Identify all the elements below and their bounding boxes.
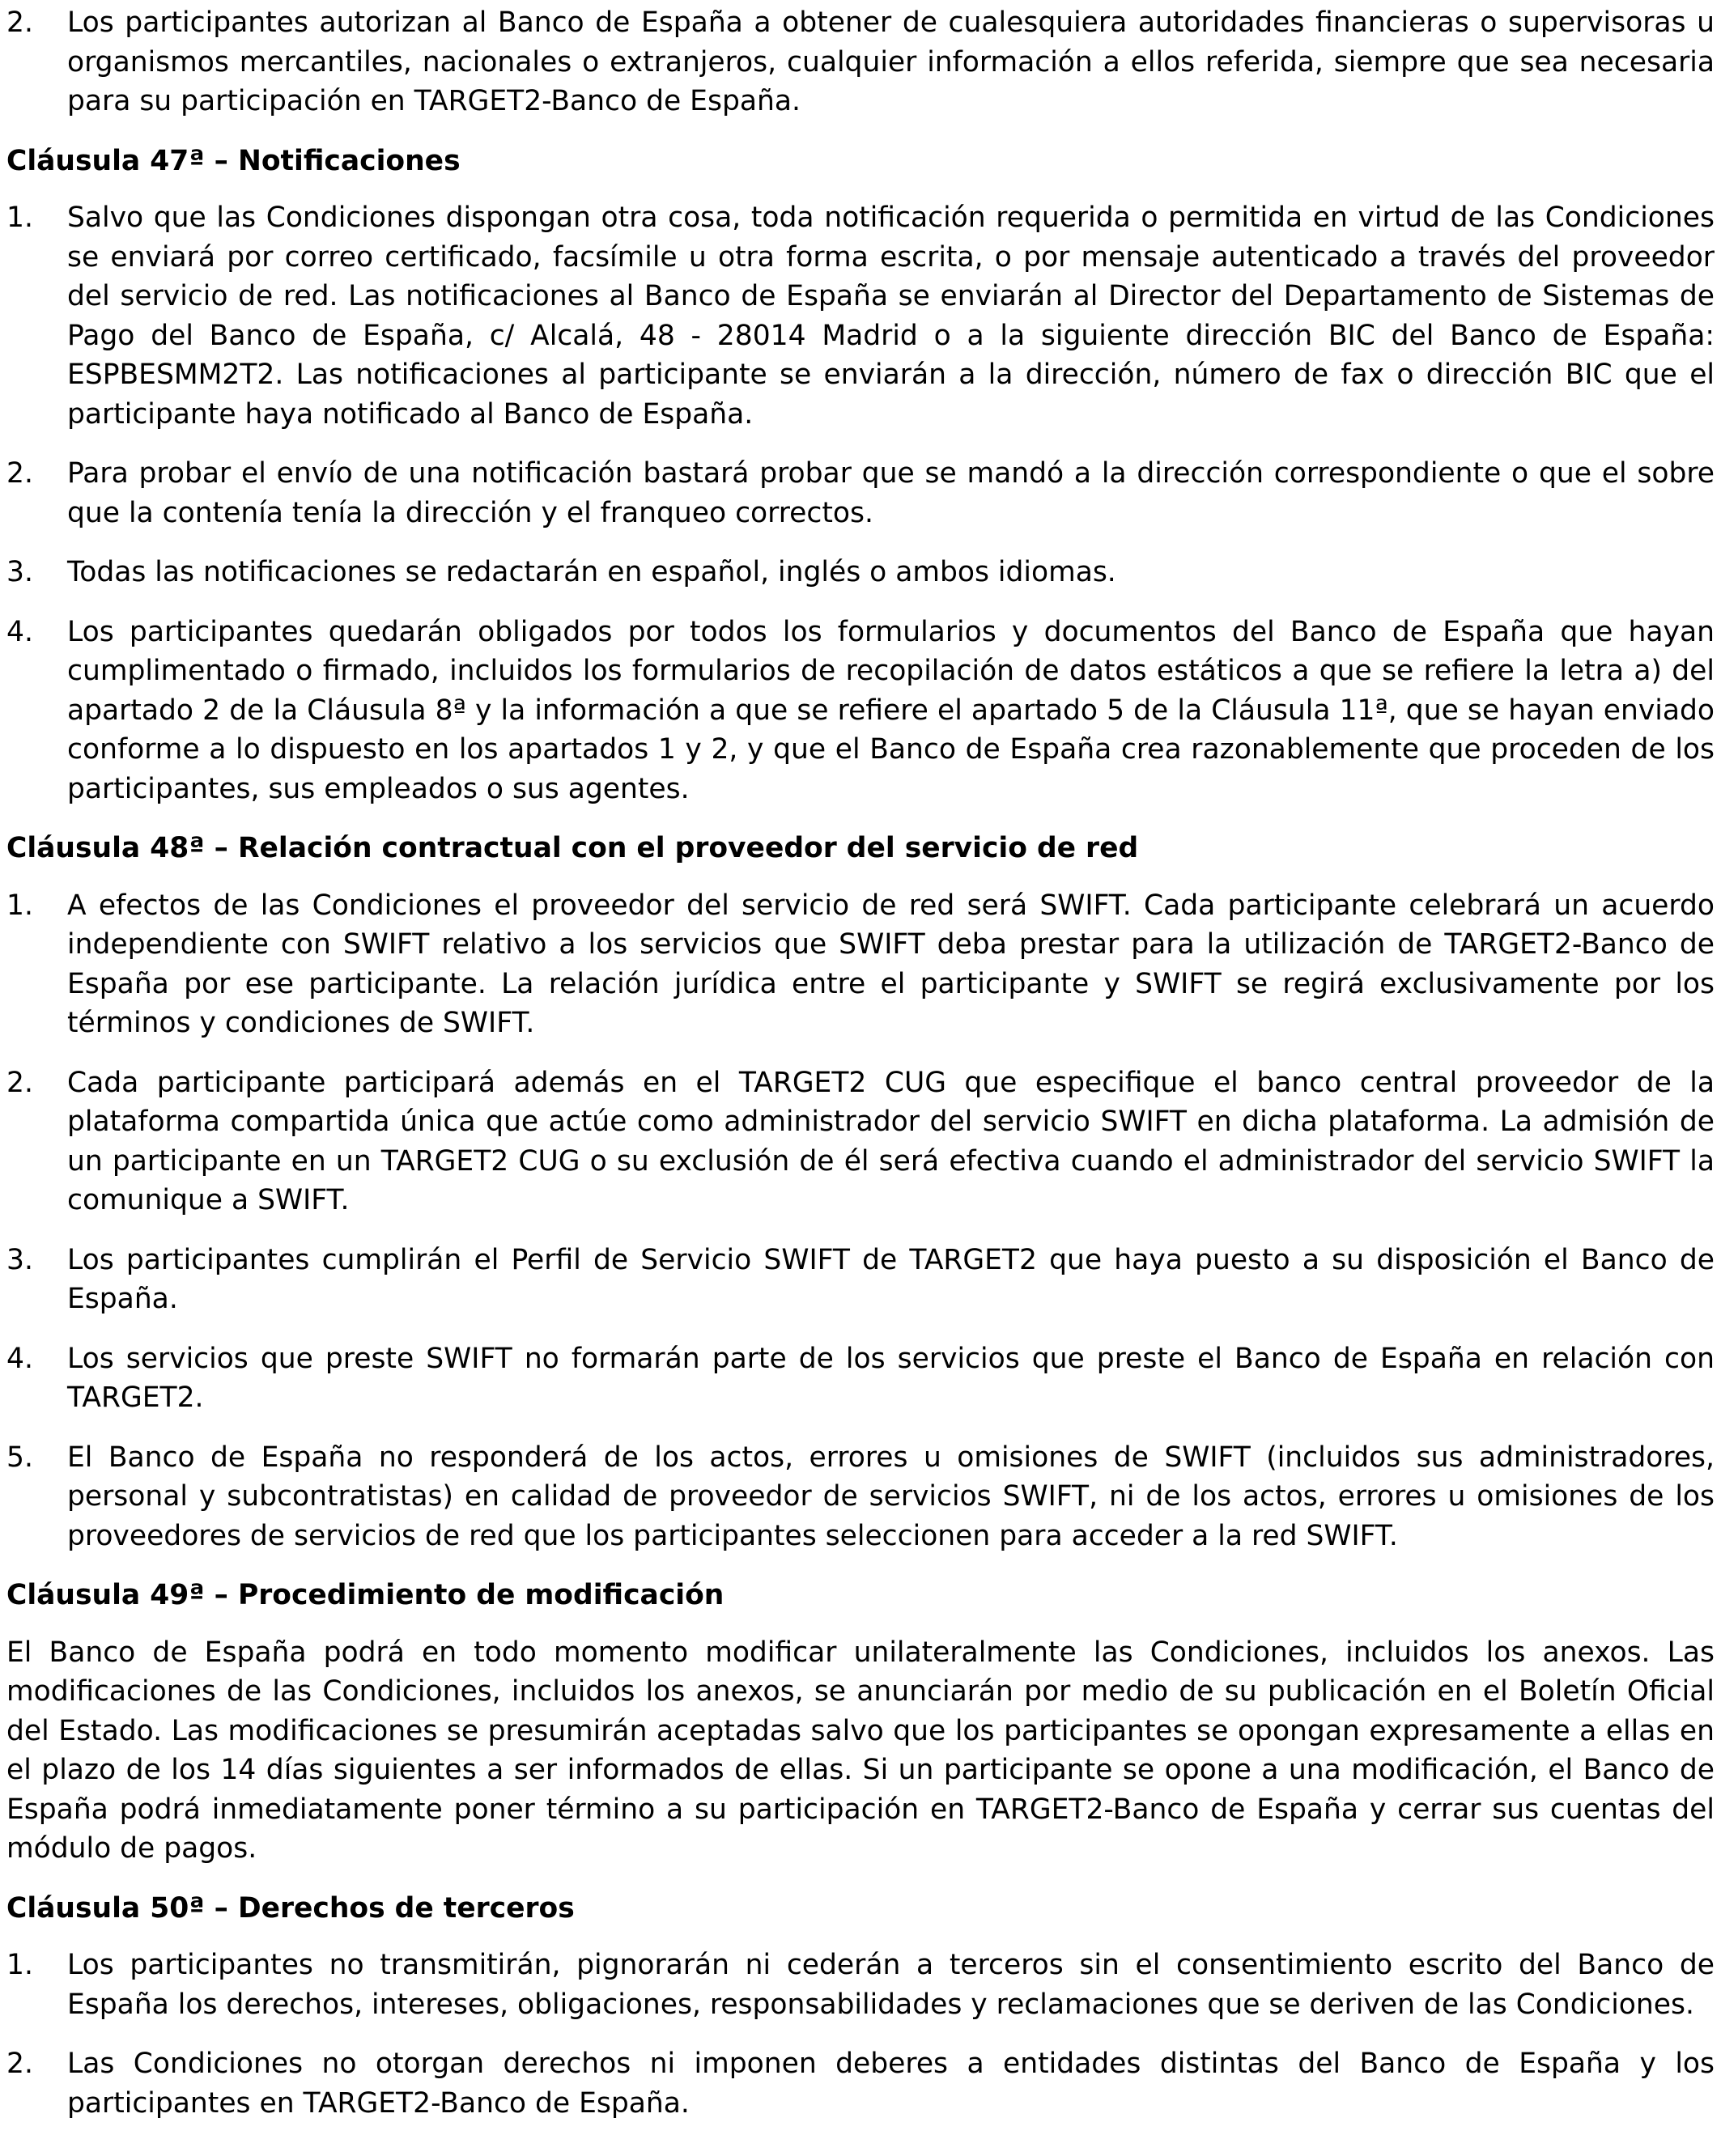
item-number: 4. — [6, 615, 33, 648]
item-text: Las Condiciones no otorgan derechos ni imponen deberes a entidades distintas del Banco de España y los participantes en TARGET2-Banco de España. — [67, 2048, 1715, 2120]
item-number: 3. — [6, 1243, 33, 1276]
list-item — [6, 3, 1715, 121]
item-number: 5. — [6, 1441, 33, 1474]
item-text: Los participantes no transmitirán, pignorarán ni cederán a terceros sin el consentimiento escrito del Banco de España los derechos, intereses, obligaciones, responsabilidades y reclamaciones que se deriven de las Condiciones. — [67, 1949, 1715, 2021]
list-item — [6, 613, 1715, 809]
item-text: Todas las notificaciones se redactarán en español, inglés o ambos idiomas. — [67, 556, 1116, 588]
item-text: Salvo que las Condiciones dispongan otra cosa, toda notificación requerida o permitida en virtud de las Condiciones se enviará por correo certificado, facsímile u otra forma escrita, o por mensaje autenticado a través del proveedor del servicio de red. Las notificaciones al Banco de España se enviarán al Director del Departamento de Sistemas de Pago del Banco de España, c/ Alcalá, 48 - 28014 Madrid o a la siguiente dirección BIC del Banco de España: ESPBESMM2T2. Las notificaciones al participante se enviarán a la dirección, número de fax o dirección BIC que el participante haya notificado al Banco de España. — [67, 202, 1715, 431]
list-item — [6, 1241, 1715, 1319]
clause-47-heading: Cláusula 47ª – Notificaciones — [6, 144, 461, 177]
item-text: Los participantes cumplirán el Perfil de Servicio SWIFT de TARGET2 que haya puesto a su disposición el Banco de España. — [67, 1243, 1715, 1315]
item-number: 2. — [6, 457, 33, 490]
item-number: 4. — [6, 1342, 33, 1375]
item-text: Cada participante participará además en el TARGET2 CUG que especifique el banco central proveedor de la plataforma compartida única que actúe como administrador del servicio SWIFT en dicha plataforma. La admisión de un participante en un TARGET2 CUG o su exclusión de él será efectiva cuando el administrador del servicio SWIFT la comunique a SWIFT. — [67, 1066, 1715, 1216]
clause-49-paragraph: El Banco de España podrá en todo momento modificar unilateralmente las Condiciones, incluidos los anexos. Las modificaciones de las Condiciones, incluidos los anexos, se anunciarán por medio de su publicación en el Boletín Oficial del Estado. Las modificaciones se presumirán aceptadas salvo que los participantes se opongan expresamente a ellas en el plazo de los 14 días siguientes a ser informados de ellas. Si un participante se opone a una modificación, el Banco de España podrá inmediatamente poner término a su participación en TARGET2-Banco de España y cerrar sus cuentas del módulo de pagos. — [6, 1636, 1715, 1865]
item-number: 1. — [6, 202, 33, 234]
item-text: A efectos de las Condiciones el proveedor del servicio de red será SWIFT. Cada participante celebrará un acuerdo independiente con SWIFT relativo a los servicios que SWIFT deba prestar para la utilización de TARGET2-Banco de España por ese participante. La relación jurídica entre el participante y SWIFT se regirá exclusivamente por los términos y condiciones de SWIFT. — [67, 889, 1715, 1039]
list-item — [6, 454, 1715, 533]
clause-49-heading: Cláusula 49ª – Procedimiento de modificación — [6, 1579, 725, 1611]
item-text: Los participantes quedarán obligados por todos los formularios y documentos del Banco de España que hayan cumplimentado o firmado, incluidos los formularios de recopilación de datos estáticos a que se refiere la letra a) del apartado 2 de la Cláusula 8ª y la información a que se refiere el apartado 5 de la Cláusula 11ª, que se hayan enviado conforme a lo dispuesto en los apartados 1 y 2, y que el Banco de España crea razonablemente que proceden de los participantes, sus empleados o sus agentes. — [67, 615, 1715, 805]
clause-48-heading: Cláusula 48ª – Relación contractual con el proveedor del servicio de red — [6, 832, 1139, 864]
item-number: 3. — [6, 556, 33, 588]
item-text: Para probar el envío de una notificación bastará probar que se mandó a la dirección correspondiente o que el sobre que la contenía tenía la dirección y el franqueo correctos. — [67, 457, 1715, 529]
clause-50-heading: Cláusula 50ª – Derechos de terceros — [6, 1891, 575, 1925]
item-text: El Banco de España no responderá de los actos, errores u omisiones de SWIFT (incluidos sus administradores, personal y subcontratistas) en calidad de proveedor de servicios SWIFT, ni de los actos, errores u omisiones de los proveedores de servicios de red que los participantes seleccionen para acceder a la red SWIFT. — [67, 1441, 1715, 1552]
item-text: Los participantes autorizan al Banco de España a obtener de cualesquiera autoridades financieras o supervisoras u organismos mercantiles, nacionales o extranjeros, cualquier información a ellos referida, siempre que sea necesaria para su participación en TARGET2-Banco de España. — [67, 6, 1715, 117]
item-text: Los servicios que preste SWIFT no formarán parte de los servicios que preste el Banco de España en relación con TARGET2. — [67, 1342, 1715, 1414]
item-number: 1. — [6, 889, 33, 922]
list-item — [6, 198, 1715, 434]
list-item — [6, 1063, 1715, 1220]
list-item — [6, 1339, 1715, 1418]
item-number: 2. — [6, 2048, 33, 2080]
list-item — [6, 1946, 1715, 2024]
list-item — [6, 886, 1715, 1043]
list-item — [6, 1438, 1715, 1556]
list-item — [6, 553, 1715, 592]
list-item — [6, 2044, 1715, 2123]
item-number: 2. — [6, 6, 33, 39]
item-number: 2. — [6, 1066, 33, 1099]
item-number: 1. — [6, 1949, 33, 1981]
